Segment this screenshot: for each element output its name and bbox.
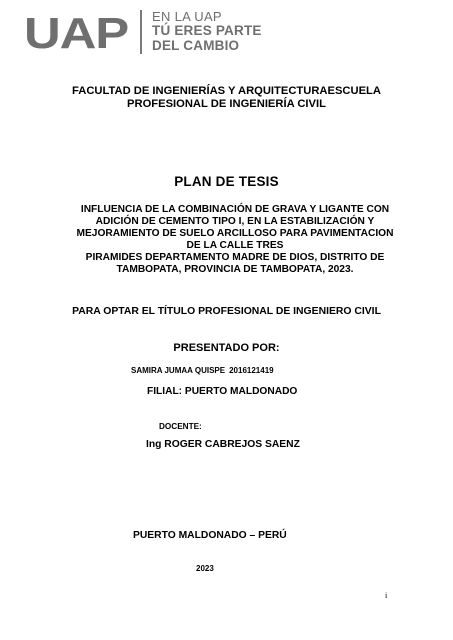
thesis-title-line: DE LA CALLE TRES <box>186 240 284 251</box>
logo-divider <box>140 10 142 54</box>
advisor-label: DOCENTE: <box>159 422 202 431</box>
document-type-title: PLAN DE TESIS <box>174 174 279 189</box>
logo-slogan-line-1: EN LA UAP <box>152 9 222 24</box>
logo-slogan-line-2: TÚ ERES PARTE <box>152 23 262 38</box>
faculty-line-2: PROFESIONAL DE INGENIERÍA CIVIL <box>127 98 326 110</box>
thesis-title <box>60 204 410 276</box>
city-country: PUERTO MALDONADO – PERÚ <box>133 530 287 541</box>
thesis-title-line: TAMBOPATA, PROVINCIA DE TAMBOPATA, 2023. <box>116 264 354 275</box>
svg-text:UAP: UAP <box>24 12 128 52</box>
document-year: 2023 <box>196 564 214 573</box>
thesis-title-line: ADICIÓN DE CEMENTO TIPO I, EN LA ESTABILIZACIÓN Y <box>95 216 375 227</box>
faculty-heading <box>0 85 453 111</box>
thesis-title-line: PIRAMIDES DEPARTAMENTO MADRE DE DIOS, DISTRITO DE <box>85 252 385 263</box>
thesis-title-line: INFLUENCIA DE LA COMBINACIÓN DE GRAVA Y LIGANTE CON <box>80 204 390 215</box>
advisor-name: Ing ROGER CABREJOS SAENZ <box>146 439 300 450</box>
author-name: SAMIRA JUMAA QUISPE <box>131 366 226 375</box>
author-line <box>131 366 274 375</box>
uap-wordmark-logo <box>24 12 130 52</box>
thesis-title-line: MEJORAMIENTO DE SUELO ARCILLOSO PARA PAVIMENTACION <box>76 228 394 239</box>
author-code: 2016121419 <box>229 366 274 375</box>
faculty-line-1: FACULTAD DE INGENIERÍAS Y ARQUITECTURAESCUELA <box>72 85 381 97</box>
logo-slogan-line-3: DEL CAMBIO <box>152 38 240 53</box>
page-number: i <box>385 591 388 600</box>
degree-statement: PARA OPTAR EL TÍTULO PROFESIONAL DE INGENIERO CIVIL <box>72 306 381 317</box>
presented-by-label: PRESENTADO POR: <box>173 342 280 354</box>
branch-campus: FILIAL: PUERTO MALDONADO <box>147 386 298 397</box>
uap-logo <box>24 8 264 54</box>
